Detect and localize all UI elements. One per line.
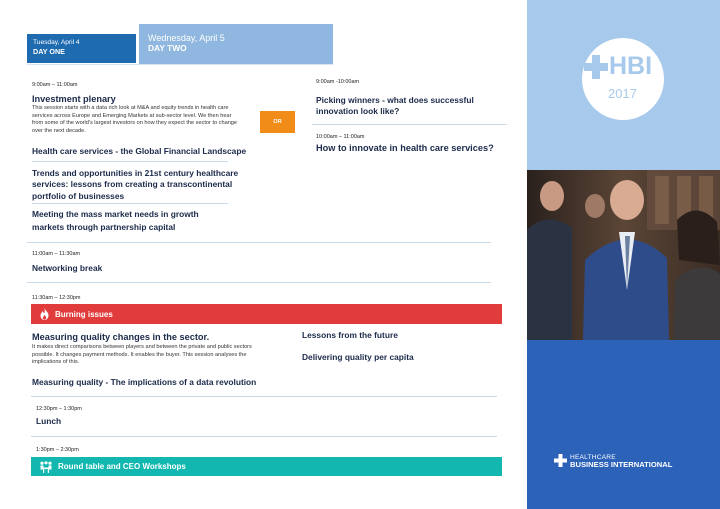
session-title: Picking winners - what does successful innovation look like? bbox=[316, 95, 474, 117]
day-two-tab[interactable] bbox=[139, 24, 333, 64]
day-two-date: Wednesday, April 5 bbox=[148, 33, 225, 43]
session-time: 11:30am – 12:30pm bbox=[32, 295, 81, 301]
talk-title: Trends and opportunities in 21st century healthcare services: lessons from creating a transcontinental portfolio of businesses bbox=[32, 168, 239, 201]
talk-title: Measuring quality - The implications of a data revolution bbox=[32, 377, 257, 387]
day-one-date: Tuesday, April 4 bbox=[33, 39, 80, 46]
plus-icon bbox=[584, 55, 608, 79]
session-title: Lunch bbox=[36, 416, 62, 426]
talk-title: Health care services - the Global Financial Landscape bbox=[32, 146, 247, 156]
flame-icon bbox=[39, 308, 50, 320]
plus-icon bbox=[554, 454, 567, 467]
session-time: 9:00am – 11:00am bbox=[32, 82, 78, 88]
session-title: Investment plenary bbox=[32, 94, 116, 104]
session-title: How to innovate in health care services? bbox=[316, 143, 494, 153]
burning-issues-bar bbox=[31, 304, 502, 324]
session-time: 11:00am – 11:30am bbox=[32, 251, 81, 257]
session-title: Networking break bbox=[32, 263, 103, 273]
round-table-label: Round table and CEO Workshops bbox=[58, 462, 186, 471]
hbi-year: 2017 bbox=[608, 86, 637, 101]
event-photo bbox=[527, 170, 720, 340]
talk-title: Lessons from the future bbox=[302, 330, 398, 340]
session-title: Measuring quality changes in the sector. bbox=[32, 332, 210, 342]
or-badge bbox=[260, 111, 295, 133]
talk-title: Delivering quality per capita bbox=[302, 352, 414, 362]
day-two-label: DAY TWO bbox=[148, 43, 187, 53]
round-table-bar bbox=[31, 457, 502, 476]
day-one-label: DAY ONE bbox=[33, 46, 65, 56]
session-time: 9:00am -10:00am bbox=[316, 79, 360, 85]
brand-footer-panel bbox=[527, 340, 720, 509]
session-time: 1:30pm – 2:30pm bbox=[36, 447, 79, 453]
burning-issues-label: Burning issues bbox=[55, 309, 113, 319]
session-time: 12:30pm – 1:30pm bbox=[36, 406, 82, 412]
session-time: 10:00am – 11:00am bbox=[316, 134, 365, 140]
or-label: OR bbox=[273, 119, 282, 125]
session-description: This session starts with a data rich look at M&A and equity trends in health care services across Europe and Emerging Markets at sub-sector level. We then hear from some of the world's largest investors on how they expect the sector to change over the next decade. bbox=[32, 105, 238, 135]
session-description: It makes direct comparisons between players and between the private and public sectors possible. It changes payment methods. It enables the buyer. This session analyses the implications of this. bbox=[32, 344, 252, 366]
talk-title: Meeting the mass market needs in growth bbox=[32, 209, 199, 219]
brand-line-1: HEALTHCARE bbox=[570, 454, 616, 461]
hbi-logo-text: HBI bbox=[609, 52, 653, 80]
people-icon bbox=[39, 461, 53, 473]
day-one-tab[interactable] bbox=[27, 34, 136, 63]
talk-title: markets through partnership capital bbox=[32, 222, 176, 232]
brand-line-2: BUSINESS INTERNATIONAL bbox=[570, 460, 673, 470]
hbi-logo bbox=[582, 38, 664, 120]
